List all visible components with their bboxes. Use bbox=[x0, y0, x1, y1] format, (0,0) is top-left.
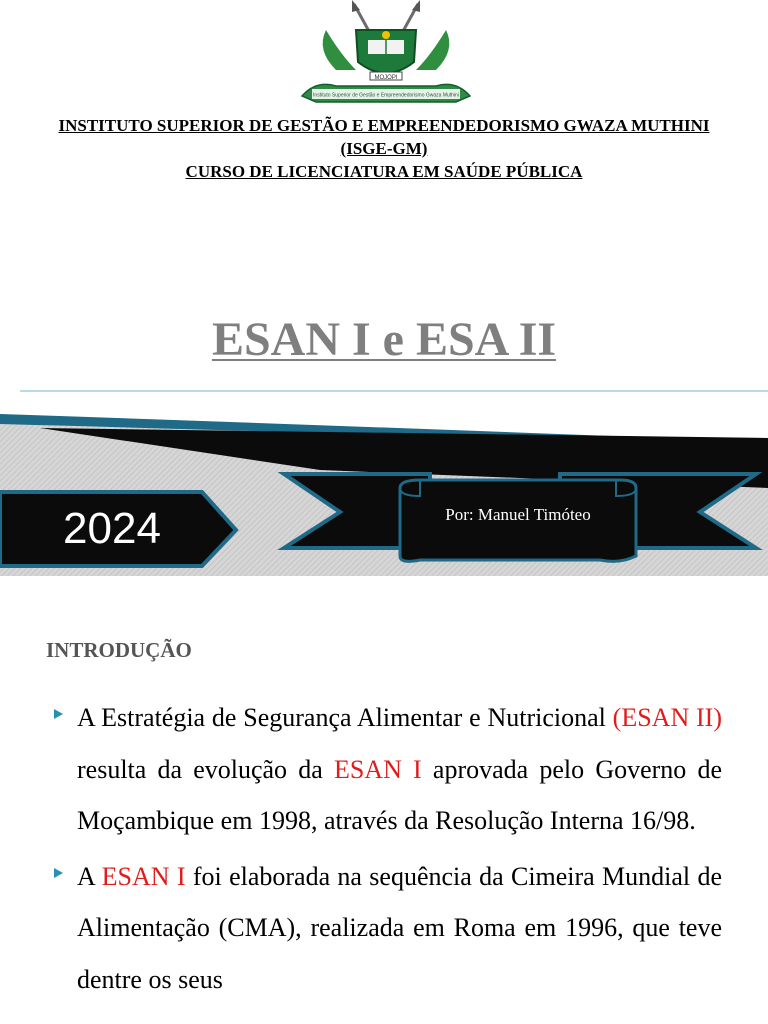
svg-text:MOJOPI: MOJOPI bbox=[374, 75, 398, 81]
highlight-text: (ESAN II) bbox=[612, 703, 723, 732]
institution-header bbox=[0, 114, 768, 183]
bullet-arrow-icon bbox=[54, 709, 63, 719]
header-course-name: CURSO DE LICENCIATURA EM SAÚDE PÚBLICA bbox=[185, 162, 583, 181]
bullet-text: A bbox=[77, 861, 95, 891]
header-institution-name: INSTITUTO SUPERIOR DE GESTÃO E EMPREENDEDORISMO GWAZA MUTHINI bbox=[58, 116, 710, 135]
bullet-text: aprovada pelo Governo de Moçambique em 1998, através da Resolução Interna 16/98. bbox=[77, 754, 723, 835]
highlight-text: ESAN I bbox=[333, 754, 422, 784]
bullet-text: A Estratégia de Segurança Alimentar e Nutricional bbox=[77, 703, 606, 732]
bullet-list bbox=[54, 692, 722, 1009]
year-label: 2024 bbox=[63, 504, 161, 553]
institution-logo bbox=[296, 0, 476, 104]
list-item bbox=[54, 692, 722, 847]
bullet-arrow-icon bbox=[54, 868, 63, 878]
slide-title: ESAN I e ESA II bbox=[211, 313, 557, 366]
author-label: Por: Manuel Timóteo bbox=[445, 505, 591, 524]
highlight-text: ESAN I bbox=[101, 861, 186, 891]
bullet-text: foi elaborada na sequência da Cimeira Mundial de Alimentação (CMA), realizada em Roma em 1996, que teve dentre os seus bbox=[77, 861, 723, 994]
header-acronym: (ISGE-GM) bbox=[340, 139, 428, 158]
bullet-text: resulta da evolução da bbox=[77, 754, 323, 784]
section-heading: INTRODUÇÃO bbox=[46, 638, 192, 662]
list-item bbox=[54, 851, 722, 1006]
svg-text:Instituto Superior de Gestão e: Instituto Superior de Gestão e Empreendedorismo Gwaza Muthini bbox=[313, 92, 459, 99]
